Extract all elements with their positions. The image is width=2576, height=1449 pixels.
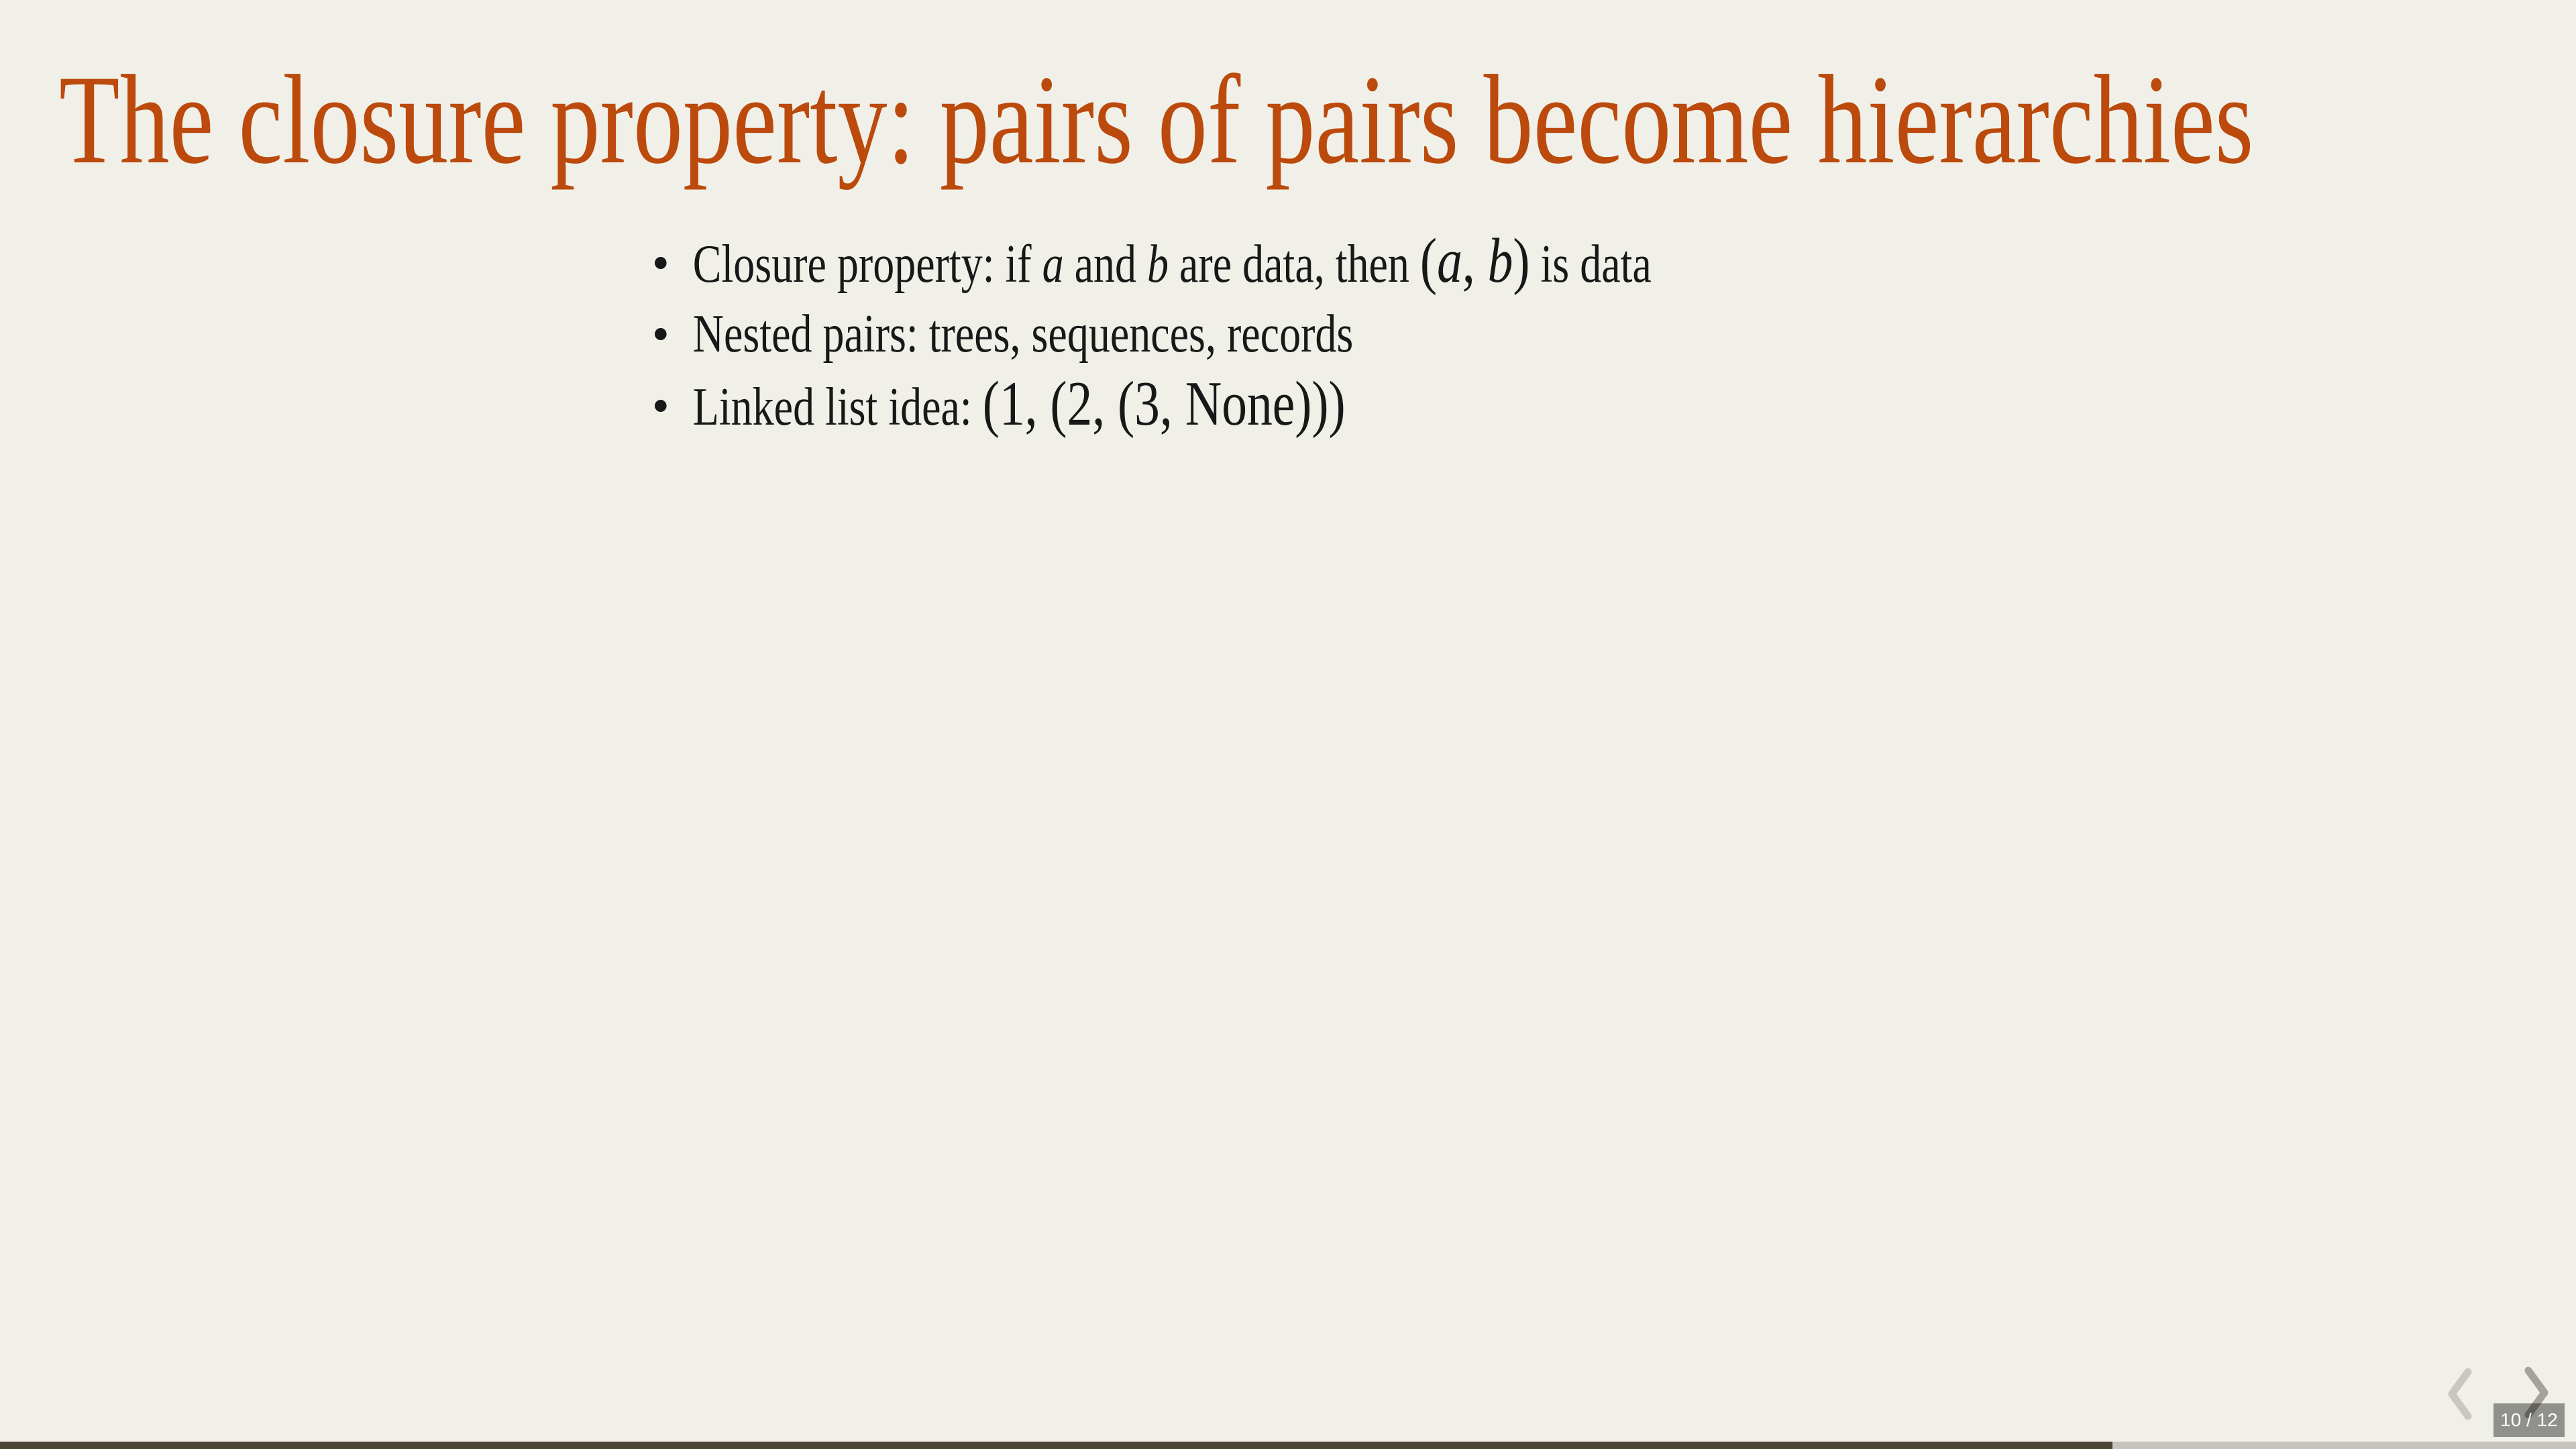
bullet-dot-icon — [655, 257, 667, 269]
bullet-item — [655, 226, 1652, 299]
bullet-text-segment: b — [1487, 226, 1513, 296]
bullet-text-segment: Closure property: if — [692, 235, 1042, 294]
slide-title: The closure property: pairs of pairs become hierarchies — [59, 50, 2254, 191]
progress-bar[interactable] — [0, 1442, 2576, 1449]
bullet-text-segment: Linked list idea: — [692, 378, 983, 437]
bullet-text-segment: ( — [1419, 226, 1438, 296]
bullet-text-segment: are data, then — [1169, 235, 1420, 294]
bullet-text-segment: Nested pairs: trees, sequences, records — [692, 305, 1354, 364]
bullet-item — [655, 299, 1652, 369]
bullet-dot-icon — [655, 400, 667, 412]
slide-number-badge: 10 / 12 — [2493, 1403, 2565, 1437]
bullet-text-segment: b — [1147, 235, 1169, 294]
bullet-text-segment: is data — [1529, 235, 1652, 294]
bullet-list — [655, 226, 1652, 442]
chevron-left-icon — [2444, 1367, 2477, 1421]
bullet-text-segment: a — [1042, 235, 1064, 294]
progress-fill — [0, 1442, 2112, 1449]
bullet-text-segment: a — [1437, 226, 1462, 296]
bullet-text-segment: and — [1063, 235, 1147, 294]
prev-slide-button[interactable] — [2444, 1367, 2477, 1421]
bullet-text-segment: ) — [1513, 226, 1530, 296]
bullet-text-segment: (1, (2, (3, None))) — [982, 369, 1346, 439]
bullet-dot-icon — [655, 328, 667, 340]
bullet-item — [655, 369, 1652, 442]
bullet-text-segment: , — [1462, 226, 1488, 296]
